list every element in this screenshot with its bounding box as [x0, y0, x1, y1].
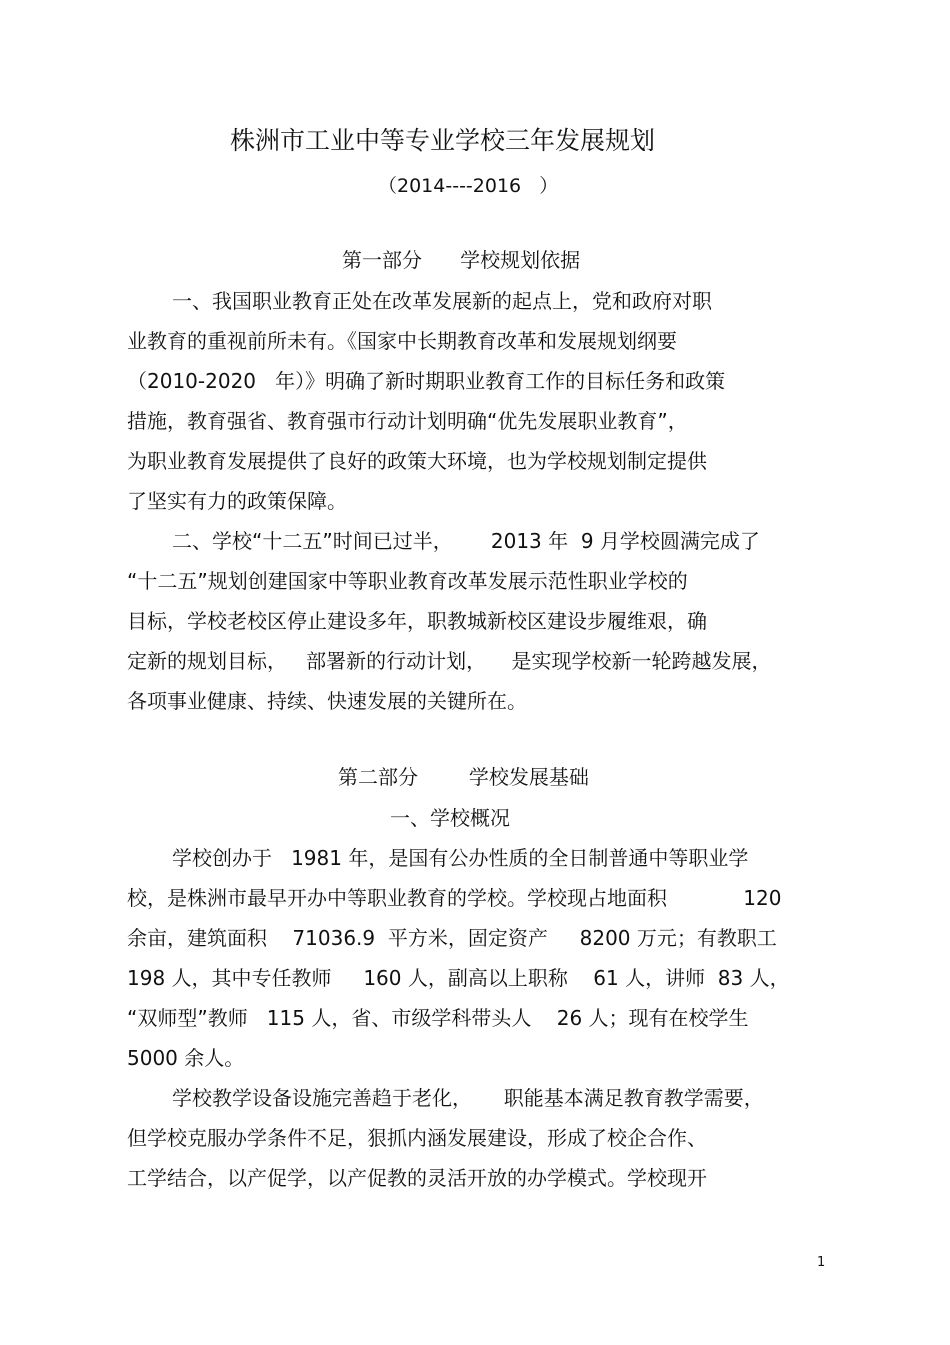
part1-heading: 第一部分 学校规划依据 [342, 248, 581, 272]
page-number: 1 [817, 1255, 826, 1270]
paragraph-line: “双师型”教师 115 人，省、市级学科带头人 26 人；现有在校学生 [127, 1006, 749, 1030]
paragraph-line: 学校创办于 1981 年，是国有公办性质的全日制普通中等职业学 [172, 846, 749, 870]
paragraph-line: 198 人，其中专任教师 160 人，副高以上职称 61 人，讲师 83 人， [127, 966, 790, 990]
paragraph-line: 学校教学设备设施完善趋于老化， 职能基本满足教育教学需要， [172, 1086, 764, 1110]
paragraph-line: 一、我国职业教育正处在改革发展新的起点上，党和政府对职 [172, 289, 712, 313]
part2-heading: 第二部分 学校发展基础 [338, 765, 589, 789]
paragraph-line: 校，是株洲市最早开办中等职业教育的学校。学校现占地面积 120 [127, 886, 782, 910]
document-title: 株洲市工业中等专业学校三年发展规划 [230, 126, 656, 155]
paragraph-line: 5000 余人。 [127, 1046, 245, 1070]
paragraph-line: 定新的规划目标， 部署新的行动计划， 是实现学校新一轮跨越发展， [127, 649, 772, 673]
paragraph-line: 为职业教育发展提供了良好的政策大环境，也为学校规划制定提供 [127, 449, 707, 473]
paragraph-line: 但学校克服办学条件不足，狠抓内涵发展建设，形成了校企合作、 [127, 1126, 707, 1150]
document-subtitle: （2014----2016 ） [378, 175, 559, 197]
paragraph-line: 工学结合，以产促学，以产促教的灵活开放的办学模式。学校现开 [127, 1166, 707, 1190]
paragraph-line: 各项事业健康、持续、快速发展的关键所在。 [127, 689, 527, 713]
paragraph-line: 了坚实有力的政策保障。 [127, 489, 347, 513]
paragraph-line: 二、学校“十二五”时间已过半， 2013 年 9 月学校圆满完成了 [172, 529, 760, 553]
section-heading: 一、学校概况 [390, 806, 510, 830]
paragraph-line: （2010-2020 年）》明确了新时期职业教育工作的目标任务和政策 [127, 369, 726, 393]
paragraph-line: 措施，教育强省、教育强市行动计划明确“优先发展职业教育”， [127, 409, 688, 433]
paragraph-line: “十二五”规划创建国家中等职业教育改革发展示范性职业学校的 [127, 569, 688, 593]
paragraph-line: 业教育的重视前所未有。《国家中长期教育改革和发展规划纲要 [127, 329, 677, 353]
paragraph-line: 余亩，建筑面积 71036.9 平方米，固定资产 8200 万元；有教职工 [127, 926, 777, 950]
paragraph-line: 目标，学校老校区停止建设多年，职教城新校区建设步履维艰，确 [127, 609, 707, 633]
